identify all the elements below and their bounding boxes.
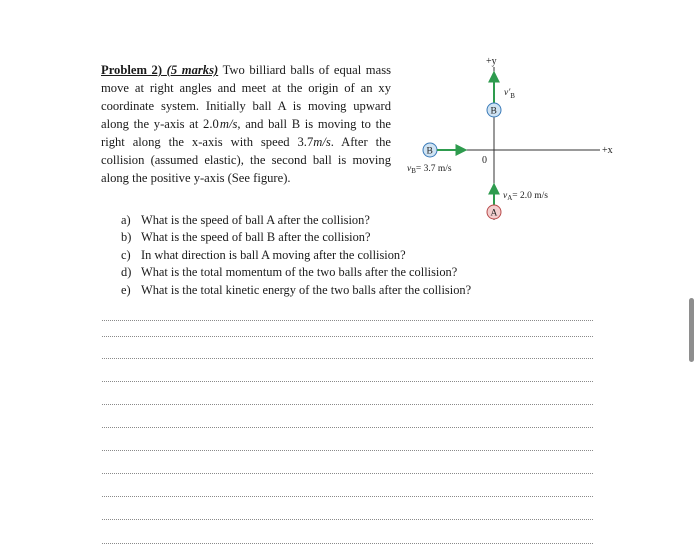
- answer-line: [102, 427, 593, 428]
- problem-heading: Problem 2) (5 marks): [101, 63, 219, 77]
- vb-initial-label: $v_B= 3.7$ m/s: [407, 164, 452, 175]
- question-item: b) What is the speed of ball B after the collision?: [121, 230, 371, 245]
- problem-statement: Problem 2) (5 marks) Two billiard balls of equal mass move at right angles and meet at the origin of an xy coordinate system. Initially ball A is moving upward along the y-axis at 2.0 m/s, and ball B is moving to the right along the x-axis with speed 3.7m/s. After the collision (assumed elastic), the second ball is moving along the positive y-axis (See figure).: [101, 63, 391, 185]
- question-item: c) In what direction is ball A moving after the collision?: [121, 247, 406, 262]
- plus-x-label: +x: [602, 145, 613, 156]
- ball-b-initial-label: B: [426, 146, 433, 157]
- question-item: d) What is the total momentum of the two balls after the collision?: [121, 265, 458, 280]
- question-item: a) What is the speed of ball A after the collision?: [121, 213, 370, 227]
- answer-line: [102, 543, 593, 544]
- answer-line: [102, 519, 593, 520]
- scrollbar-thumb[interactable]: [689, 298, 694, 362]
- vb-final-label: $v'_B$: [504, 88, 515, 100]
- answer-line: [102, 473, 593, 474]
- answer-line: [102, 320, 593, 321]
- answer-line: [102, 381, 593, 382]
- answer-line: [102, 450, 593, 451]
- va-label: $v_A= 2.0$ m/s: [503, 191, 548, 202]
- question-list: [121, 212, 471, 299]
- question-item: e) What is the total kinetic energy of the two balls after the collision?: [121, 282, 472, 297]
- ball-a-label: A: [490, 208, 498, 219]
- ball-b-final-label: B: [490, 106, 497, 117]
- origin-label: 0: [482, 155, 487, 166]
- plus-y-label: +y: [486, 56, 497, 67]
- collision-figure: [395, 45, 635, 225]
- answer-line: [102, 404, 593, 405]
- answer-line: [102, 496, 593, 497]
- answer-line: [102, 336, 593, 337]
- answer-line: [102, 358, 593, 359]
